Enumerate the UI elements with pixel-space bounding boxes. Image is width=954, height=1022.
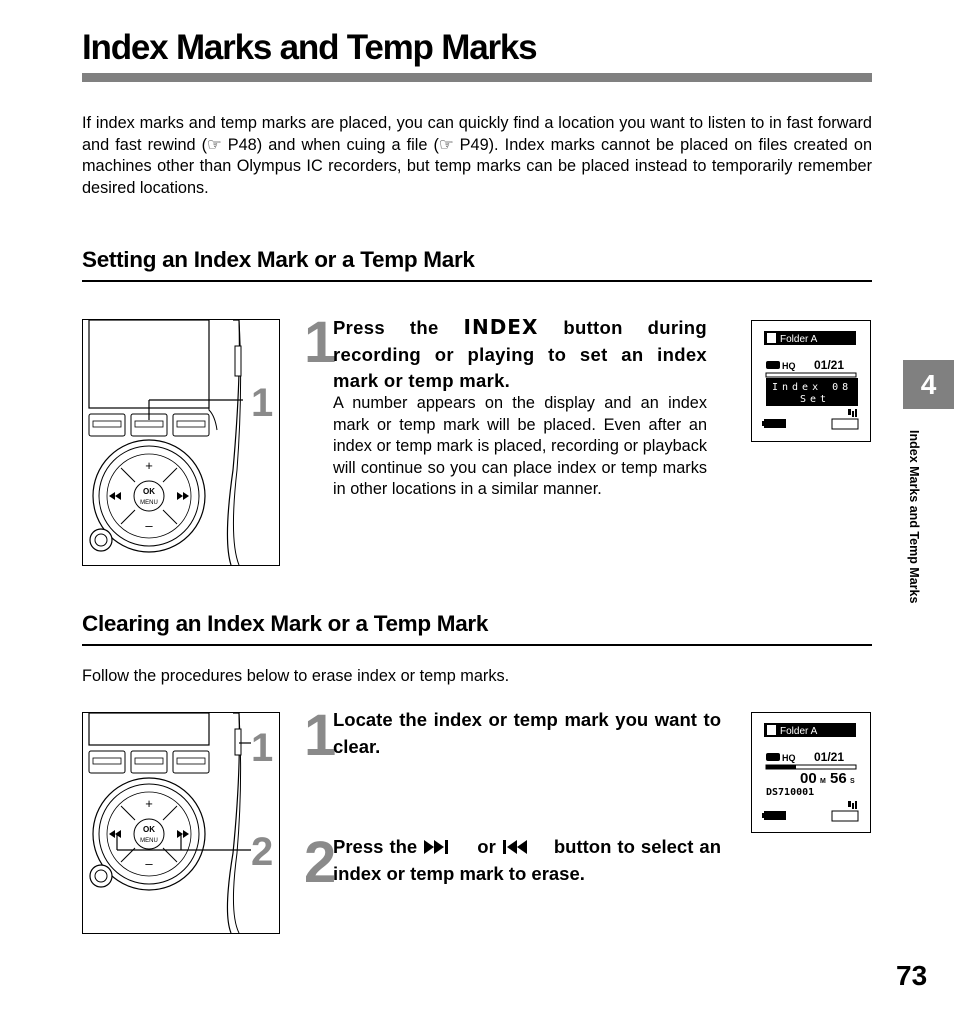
mic-icon [848, 409, 857, 417]
chapter-tab: 4 [903, 360, 954, 409]
next-track-icon [423, 839, 471, 855]
ok-label: OK [143, 487, 155, 496]
lcd-display-clearing [751, 712, 871, 833]
step-instruction: Press the or button to select an index or temp mark to erase. [333, 836, 721, 884]
minus-label: – [145, 518, 153, 533]
lcd-line2: Set [800, 394, 831, 405]
device-callout-1: 1 [251, 381, 274, 425]
section-heading-setting: Setting an Index Mark or a Temp Mark [82, 247, 475, 272]
menu-label: MENU [140, 838, 158, 844]
step-instruction: Locate the index or temp mark you want to clear. [333, 709, 721, 757]
recorder-illustration-clearing [82, 712, 280, 934]
section-heading-clearing: Clearing an Index Mark or a Temp Mark [82, 611, 489, 636]
lcd-folder: Folder A [780, 334, 818, 345]
mic-icon [848, 801, 857, 809]
plus-label: + [145, 458, 153, 473]
lcd-file-count: 01/21 [814, 358, 845, 372]
plus-label: + [145, 796, 153, 811]
section-rule [82, 644, 872, 646]
side-chapter-label: Index Marks and Temp Marks [907, 430, 921, 604]
lcd-mode: HQ [782, 361, 796, 371]
menu-label: MENU [140, 500, 158, 506]
minus-label: – [145, 856, 153, 871]
prev-track-icon [502, 839, 548, 855]
step-number: 1 [304, 310, 337, 375]
section-rule [82, 280, 872, 282]
device-callout-2: 2 [251, 830, 274, 874]
lcd-time-seconds: 56 [830, 770, 847, 787]
step-number: 2 [304, 830, 337, 895]
clearing-intro: Follow the procedures below to erase index or temp marks. [82, 667, 510, 685]
battery-icon [762, 811, 786, 820]
battery-icon [762, 419, 786, 428]
lcd-screen [752, 321, 870, 441]
lcd-mode: HQ [782, 753, 796, 763]
recorder-drawing [83, 713, 279, 933]
step-number: 1 [304, 703, 337, 768]
lcd-display-setting [751, 320, 871, 442]
lcd-screen [752, 713, 870, 832]
intro-paragraph: If index marks and temp marks are placed, you can quickly find a location you want to listen to in fast forward and fast rewind (☞ P48) and when cuing a file (☞ P49). Index marks cannot be placed on files created on machines other than Olympus IC recorders, but temp marks can be placed instead to temporarily remember desired locations. [82, 114, 872, 197]
lcd-line1: Index 08 [772, 382, 853, 393]
lcd-file-count: 01/21 [814, 750, 845, 764]
device-callout-1: 1 [251, 726, 274, 770]
step-instruction: Press the INDEX button during recording or playing to set an index mark or temp mark. [333, 315, 708, 391]
ok-label: OK [143, 825, 155, 834]
lcd-filename: DS710001 [766, 787, 815, 798]
recorder-drawing [83, 320, 279, 565]
index-key-label: INDEX [463, 315, 539, 339]
recorder-illustration-setting [82, 319, 280, 566]
lcd-unit-s: S [850, 778, 855, 785]
lcd-time-minutes: 00 [800, 770, 817, 787]
lcd-unit-m: M [820, 778, 826, 785]
page-number: 73 [896, 960, 928, 991]
step-description: A number appears on the display and an index mark or temp mark will be placed. Even after an index or temp mark is placed, recording or playback will continue so you can place index or temp marks in other locations in a similar manner. [333, 394, 707, 498]
title-underline-bar [82, 73, 872, 82]
lcd-folder: Folder A [780, 726, 818, 737]
page-title: Index Marks and Temp Marks [82, 28, 537, 67]
